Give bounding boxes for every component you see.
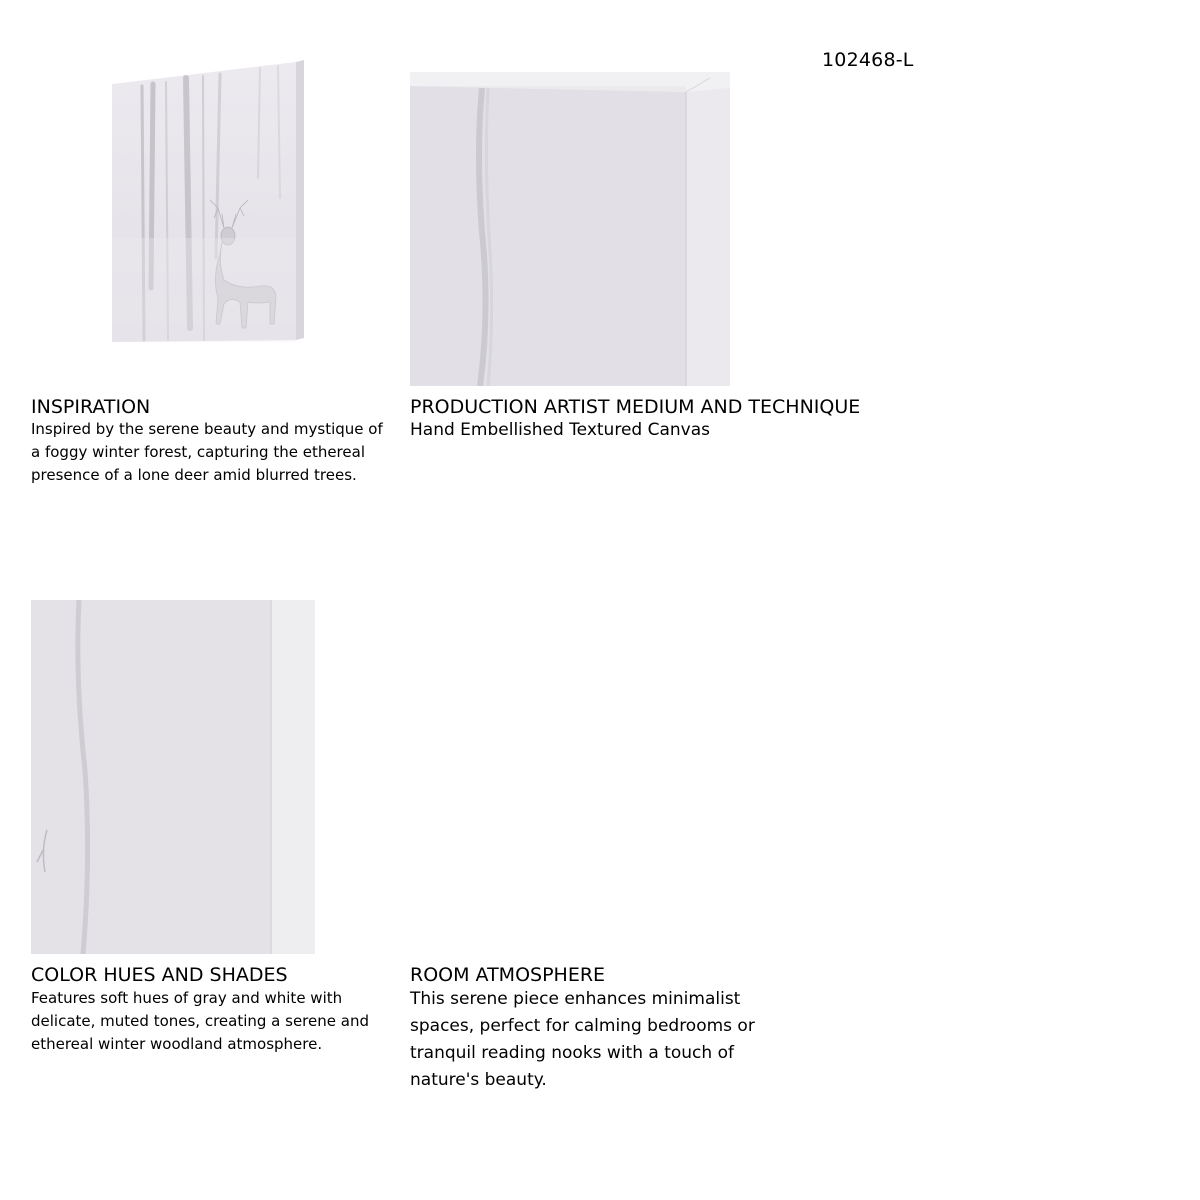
product-image-main	[108, 58, 308, 348]
color-body: Features soft hues of gray and white with delicate, muted tones, creating a serene and ethereal winter woodland atmosphere.	[31, 989, 369, 1053]
product-sku: 102468-L	[822, 49, 914, 71]
color-title: COLOR HUES AND SHADES	[31, 964, 288, 986]
production-title: PRODUCTION ARTIST MEDIUM AND TECHNIQUE	[410, 396, 861, 418]
room-body: This serene piece enhances minimalist spaces, perfect for calming bedrooms or tranquil reading nooks with a touch of nature's beauty.	[410, 989, 755, 1090]
room-title: ROOM ATMOSPHERE	[410, 964, 606, 986]
product-image-corner	[410, 72, 730, 386]
product-image-edge	[31, 600, 315, 954]
inspiration-body: Inspired by the serene beauty and mystique of a foggy winter forest, capturing the ethereal presence of a lone deer amid blurred trees.	[31, 420, 383, 484]
production-body: Hand Embellished Textured Canvas	[410, 420, 710, 440]
inspiration-title: INSPIRATION	[31, 396, 151, 418]
